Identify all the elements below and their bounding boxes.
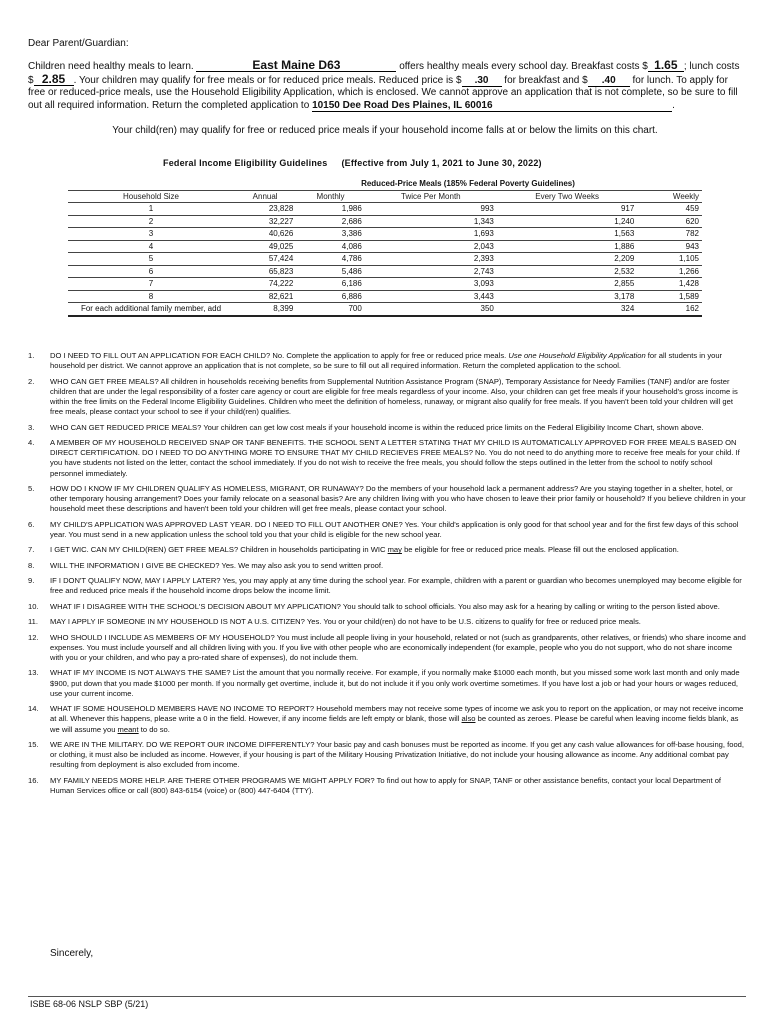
income-cell: 57,424	[234, 253, 296, 266]
income-cell: 6,186	[296, 278, 365, 291]
table-header-cell: Monthly	[296, 190, 365, 203]
income-cell: 5,486	[296, 265, 365, 278]
table-row	[68, 265, 702, 278]
faq-item	[28, 633, 746, 664]
table-row	[68, 290, 702, 303]
income-cell: 65,823	[234, 265, 296, 278]
faq-question: DO I NEED TO FILL OUT AN APPLICATION FOR EACH CHILD?	[50, 351, 271, 360]
household-size-cell: For each additional family member, add	[68, 303, 234, 316]
intro-paragraph	[28, 60, 744, 112]
intro-text-7: .	[672, 99, 675, 111]
footer-divider	[28, 996, 746, 997]
faq-number: 10.	[28, 601, 39, 611]
table-row	[68, 215, 702, 228]
table-effective-dates: (Effective from July 1, 2021 to June 30, 2022)	[341, 158, 542, 168]
income-cell: 459	[637, 203, 702, 216]
faq-number: 8.	[28, 560, 35, 570]
faq-number: 3.	[28, 422, 35, 432]
income-cell: 82,621	[234, 290, 296, 303]
household-size-cell: 7	[68, 278, 234, 291]
income-cell: 2,532	[497, 265, 637, 278]
eligibility-note: Your child(ren) may qualify for free or reduced price meals if your household income falls at or below the limits on this chart.	[112, 125, 658, 136]
income-cell: 1,105	[637, 253, 702, 266]
table-row	[68, 228, 702, 241]
faq-underline: may	[387, 545, 402, 555]
income-cell: 1,266	[637, 265, 702, 278]
faq-emphasis: Use one Household Eligibility Application	[508, 351, 646, 360]
income-cell: 1,240	[497, 215, 637, 228]
household-size-cell: 5	[68, 253, 234, 266]
faq-number: 15.	[28, 739, 39, 749]
income-cell: 3,093	[365, 278, 497, 291]
faq-question: MY CHILD'S APPLICATION WAS APPROVED LAST YEAR. DO I NEED TO FILL OUT ANOTHER ONE?	[50, 519, 403, 529]
table-body	[68, 203, 702, 316]
faq-answer: Yes. You or your child(ren) do not have to be U.S. citizens to qualify for free or reduced price meals.	[304, 617, 641, 627]
faq-answer-continued: to do so.	[138, 724, 170, 734]
faq-answer: All children in households receiving benefits from Supplemental Nutrition Assistance Program (SNAP), Temporary Assistance for Needy Families (TANF) and/or are foster children that are under the legal responsibility of a foster care agency or court are eligible for free meals regardless of your income. Also, your children can get free meals if your household's gross income is within the free limits on the Federal Income Eligibility Guidelines. Children who meet the definition of homeless, runaway, or migrant also qualify for free meals. If you haven't been told your children will get free meals, please contact your school to see if your child(ren) qualifies.	[50, 376, 738, 417]
income-cell: 1,428	[637, 278, 702, 291]
faq-question: IF I DON'T QUALIFY NOW, MAY I APPLY LATER?	[50, 576, 221, 586]
faq-number: 14.	[28, 704, 39, 714]
faq-item	[28, 704, 746, 735]
faq-question: WHAT IF I DISAGREE WITH THE SCHOOL'S DECISION ABOUT MY APPLICATION?	[50, 601, 341, 611]
table-header-cell: Household Size	[68, 190, 234, 203]
faq-answer: List the amount that you normally receive. For example, if you normally make $1000 each month, but you missed some work last month and only made $900, put down that you made $1000 per month. If you normally get overtime, include it, but do not include it if you only work overtime sometimes. If you have lost a job or had your hours or wages reduced, use your current income.	[50, 668, 740, 698]
faq-question: WHO CAN GET REDUCED PRICE MEALS?	[50, 422, 202, 432]
faq-question: WE ARE IN THE MILITARY. DO WE REPORT OUR INCOME DIFFERENTLY?	[50, 739, 315, 749]
closing: Sincerely,	[50, 948, 94, 959]
income-cell: 1,343	[365, 215, 497, 228]
faq-answer: You should talk to school officials. You also may ask for a hearing by calling or writing to the person listed above.	[340, 601, 720, 611]
faq-item	[28, 602, 746, 612]
faq-item	[28, 668, 746, 699]
intro-text-6: for lunch. To apply for free or reduced-price meals, use the Household Eligibility Application, which is enclosed. We cannot approve an application that is not complete, so be sure to fill out all required information. Return the completed application to	[28, 74, 738, 111]
faq-item	[28, 484, 746, 515]
table-header-cell: Every Two Weeks	[497, 190, 637, 203]
household-size-cell: 3	[68, 228, 234, 241]
faq-question: A MEMBER OF MY HOUSEHOLD RECEIVED SNAP OR TANF BENEFITS. THE SCHOOL SENT A LETTER STATING THAT MY CHILD IS AUTOMATICALLY APPROVED FOR FREE MEALS BASED ON DIRECT CERTIFICATION. DO I NEED TO DO ANYTHING MORE TO ENSURE THAT MY CHILD RECIEVES FREE MEALS?	[50, 437, 737, 458]
faq-question: WHAT IF MY INCOME IS NOT ALWAYS THE SAME?	[50, 668, 231, 678]
table-row	[68, 240, 702, 253]
household-size-cell: 8	[68, 290, 234, 303]
household-size-cell: 1	[68, 203, 234, 216]
faq-answer: You must include all people living in your household, related or not (such as grandparents, other relatives, or friends) who share income and expenses. You must include yourself and all children living with you. If you live with other people who are economically independent (for example, people who you do not support, who do not share income with you or your children, and who pay a pro-rated share of expenses), do not include them.	[50, 632, 746, 662]
table-row	[68, 253, 702, 266]
faq-underline: also	[461, 714, 476, 724]
reduced-breakfast-field: .30	[462, 75, 502, 87]
faq-answer-continued: be eligible for free or reduced price meals. Please fill out the enclosed application.	[401, 545, 679, 555]
income-cell: 1,986	[296, 203, 365, 216]
faq-question: I GET WIC. CAN MY CHILD(REN) GET FREE MEALS?	[50, 545, 239, 555]
faq-answer: Do the members of your household lack a permanent address? Are you staying together in a shelter, hotel, or other temporary housing arrangement? Does your family relocate on a seasonal basis? Are any children living with you who have chosen to leave their prior family or household? If you believe children in your household meet these descriptions and haven't been told your children will get free meals, please contact your school.	[50, 483, 746, 514]
faq-item	[28, 545, 746, 555]
table-header-cell: Weekly	[637, 190, 702, 203]
faq-number: 2.	[28, 376, 35, 386]
household-size-cell: 2	[68, 215, 234, 228]
faq-answer: Children in households participating in WIC	[238, 545, 388, 555]
faq-question: WHAT IF SOME HOUSEHOLD MEMBERS HAVE NO INCOME TO REPORT?	[50, 704, 315, 714]
income-cell: 23,828	[234, 203, 296, 216]
income-cell: 1,563	[497, 228, 637, 241]
faq-answer: Household members may not receive some types of income we ask you to report on the application, or may not receive income at all. Whenever this happens, please write a 0 in the field. However, if any income fields are left empty or blank, those will	[50, 704, 744, 724]
faq-number: 4.	[28, 437, 35, 447]
income-cell: 2,209	[497, 253, 637, 266]
faq-number: 16.	[28, 775, 39, 785]
faq-answer: No. You do not need to do anything more to receive free meals for your child. If you have students not listed on the letter, contact the school immediately. If you do not wish to receive the free meals, you should follow the steps outlined in the letter from the school to notify school personnel immediately.	[50, 448, 740, 478]
faq-number: 9.	[28, 576, 35, 586]
faq-number: 13.	[28, 668, 39, 678]
faq-answer: To find out how to apply for SNAP, TANF or other assistance benefits, contact your local Department of Human Services office or call (800) 843-6154 (voice) or (800) 447-6404 (TTY).	[50, 775, 722, 795]
salutation: Dear Parent/Guardian:	[28, 38, 129, 49]
income-cell: 32,227	[234, 215, 296, 228]
faq-item	[28, 776, 746, 796]
district-name-field: East Maine D63	[196, 60, 396, 72]
table-header-cell: Annual	[234, 190, 296, 203]
faq-answer: Yes. Your child's application is only good for that school year and for the first few days of this school year. You must send in a new application unless the school told you that your child is eligible for the new school year.	[50, 519, 739, 539]
income-cell: 162	[637, 303, 702, 316]
income-cell: 1,693	[365, 228, 497, 241]
faq-item	[28, 520, 746, 540]
table-row	[68, 278, 702, 291]
intro-text-2: offers healthy meals every school day. Breakfast costs $	[396, 61, 648, 72]
table-title-text: Federal Income Eligibility Guidelines	[163, 158, 328, 168]
income-cell: 74,222	[234, 278, 296, 291]
faq-question: WILL THE INFORMATION I GIVE BE CHECKED?	[50, 560, 220, 570]
return-address-field: 10150 Dee Road Des Plaines, IL 60016	[312, 100, 672, 112]
faq-answer: Your basic pay and cash bonuses must be reported as income. If you get any cash value allowances for off-base housing, food, or clothing, it must also be included as income. However, if your housing is part of the Military Housing Privatization Initiative, do not include your housing allowance as income. Any additional combat pay resulting from deployment is also excluded from income.	[50, 739, 745, 770]
income-cell: 620	[637, 215, 702, 228]
table-row	[68, 303, 702, 316]
income-cell: 917	[497, 203, 637, 216]
income-cell: 4,786	[296, 253, 365, 266]
intro-text-5: for breakfast and $	[501, 74, 588, 86]
faq-question: HOW DO I KNOW IF MY CHILDREN QUALIFY AS HOMELESS, MIGRANT, OR RUNAWAY?	[50, 483, 364, 493]
faq-answer: Yes, you may apply at any time during the school year. For example, children with a parent or guardian who becomes unemployed may become eligible for free and reduced price meals if the household income drops below the income limit.	[50, 576, 742, 596]
income-cell: 3,178	[497, 290, 637, 303]
intro-text-1: Children need healthy meals to learn.	[28, 61, 197, 72]
income-cell: 4,086	[296, 240, 365, 253]
income-cell: 1,589	[637, 290, 702, 303]
income-cell: 6,886	[296, 290, 365, 303]
income-cell: 943	[637, 240, 702, 253]
household-size-cell: 4	[68, 240, 234, 253]
faq-answer-continued: be counted as zeroes. Please be careful when leaving income fields blank, as we will assume you	[50, 714, 739, 734]
faq-underline: meant	[117, 724, 139, 734]
table-group-spacer	[68, 178, 234, 190]
faq-answer-continued: for all students in your household per district. We cannot approve an application that is not complete, so be sure to fill out all required information. Return the completed application to the school.	[50, 351, 723, 371]
income-cell: 2,393	[365, 253, 497, 266]
income-cell: 1,886	[497, 240, 637, 253]
intro-text-3: ; lunch costs $	[28, 61, 740, 86]
faq-answer: No. Complete the application to apply for free or reduced price meals.	[270, 351, 509, 360]
income-cell: 8,399	[234, 303, 296, 316]
income-cell: 49,025	[234, 240, 296, 253]
faq-number: 12.	[28, 632, 39, 642]
income-cell: 782	[637, 228, 702, 241]
faq-answer: Yes. We may also ask you to send written proof.	[219, 560, 384, 570]
income-cell: 2,855	[497, 278, 637, 291]
faq-number: 7.	[28, 545, 35, 555]
intro-text-4: . Your children may qualify for free meals or for reduced price meals. Reduced price is $	[73, 74, 462, 86]
faq-question: WHO SHOULD I INCLUDE AS MEMBERS OF MY HOUSEHOLD?	[50, 632, 275, 642]
income-cell: 700	[296, 303, 365, 316]
faq-number: 5.	[28, 483, 35, 493]
income-eligibility-table	[68, 178, 702, 317]
faq-item	[28, 377, 746, 418]
table-header-cell: Twice Per Month	[365, 190, 497, 203]
reduced-lunch-field: .40	[588, 75, 630, 87]
faq-item	[28, 576, 746, 596]
income-cell: 350	[365, 303, 497, 316]
faq-question: WHO CAN GET FREE MEALS?	[50, 376, 159, 386]
table-group-header: Reduced-Price Meals (185% Federal Poverty Guidelines)	[234, 178, 702, 190]
table-header-row	[68, 190, 702, 203]
faq-question: MY FAMILY NEEDS MORE HELP. ARE THERE OTHER PROGRAMS WE MIGHT APPLY FOR?	[50, 775, 375, 785]
household-size-cell: 6	[68, 265, 234, 278]
faq-item	[28, 423, 746, 433]
breakfast-cost-field: 1.65	[648, 60, 684, 72]
income-cell: 3,443	[365, 290, 497, 303]
income-cell: 2,043	[365, 240, 497, 253]
table-row	[68, 203, 702, 216]
income-cell: 993	[365, 203, 497, 216]
income-cell: 2,743	[365, 265, 497, 278]
income-cell: 3,386	[296, 228, 365, 241]
income-cell: 40,626	[234, 228, 296, 241]
form-code: ISBE 68-06 NSLP SBP (5/21)	[30, 999, 149, 1009]
lunch-cost-field: 2.85	[34, 74, 74, 86]
faq-answer: Your children can get low cost meals if your household income is within the reduced price limits on the Federal Eligibility Income Chart, shown above.	[201, 422, 704, 432]
income-cell: 2,686	[296, 215, 365, 228]
faq-number: 11.	[28, 617, 38, 627]
faq-item	[28, 617, 746, 627]
income-cell: 324	[497, 303, 637, 316]
faq-item	[28, 438, 746, 479]
faq-item	[28, 561, 746, 571]
faq-list	[28, 351, 746, 801]
faq-item	[28, 740, 746, 771]
faq-question: MAY I APPLY IF SOMEONE IN MY HOUSEHOLD IS NOT A U.S. CITIZEN?	[50, 617, 305, 627]
table-title	[163, 158, 542, 168]
faq-number: 6.	[28, 519, 35, 529]
faq-number: 1.	[28, 351, 35, 360]
faq-item	[28, 351, 746, 371]
